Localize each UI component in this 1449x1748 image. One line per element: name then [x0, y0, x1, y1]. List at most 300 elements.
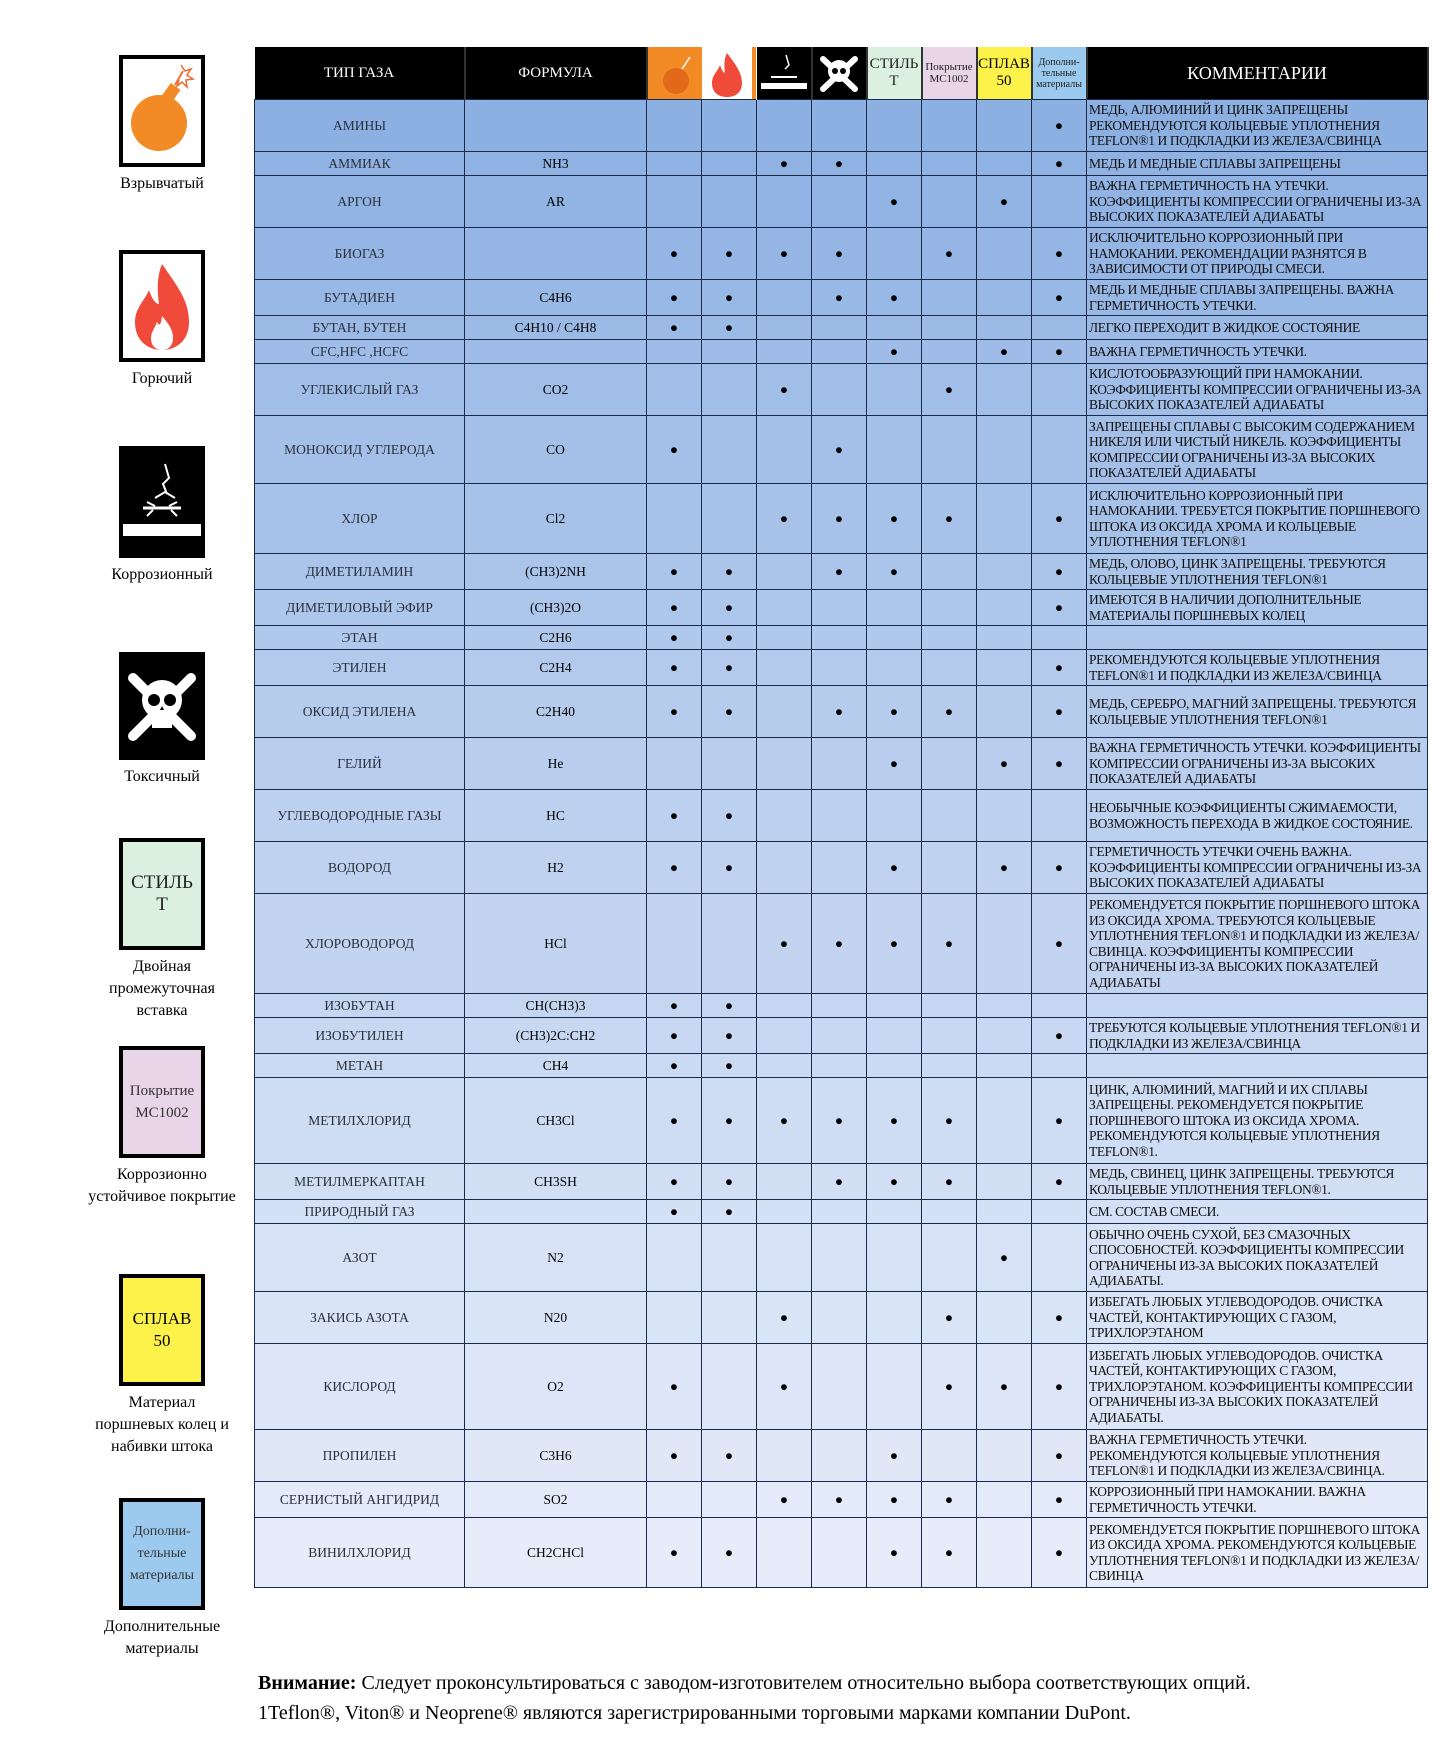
dot-style-t: [867, 626, 922, 650]
dot-coating: [922, 842, 977, 894]
swatch-label: Покрытие МС1002: [129, 1083, 195, 1121]
dot-extra: ●: [1032, 650, 1087, 686]
gas-formula: C4H10 / C4H8: [465, 316, 647, 340]
dot-toxic: ●: [812, 152, 867, 176]
table-row: [255, 364, 1428, 416]
table-row: [255, 790, 1428, 842]
gas-name: ДИМЕТИЛАМИН: [255, 554, 465, 590]
dot-coating: [922, 1430, 977, 1482]
dot-coating: [922, 176, 977, 228]
dot-corrosive: ●: [757, 364, 812, 416]
dot-coating: [922, 100, 977, 152]
legend-caption: Коррозионный: [111, 566, 213, 583]
comment: РЕКОМЕНДУЕТСЯ ПОКРЫТИЕ ПОРШНЕВОГО ШТОКА ИЗ ОКСИДА ХРОМА. РЕКОМЕНДУЮТСЯ КОЛЬЦЕВЫЕ УПЛОТНЕНИЯ TEFLON®1 И ПОДКЛАДКИ ИЗ ЖЕЛЕЗА/СВИНЦА: [1087, 1518, 1428, 1588]
dot-extra: [1032, 316, 1087, 340]
dot-coating: ●: [922, 1078, 977, 1164]
gas-name: СЕРНИСТЫЙ АНГИДРИД: [255, 1482, 465, 1518]
dot-extra: ●: [1032, 100, 1087, 152]
table-row: [255, 1078, 1428, 1164]
comment: ИЗБЕГАТЬ ЛЮБЫХ УГЛЕВОДОРОДОВ. ОЧИСТКА ЧАСТЕЙ, КОНТАКТИРУЮЩИХ С ГАЗОМ, ТРИХЛОРЭТАНОМ: [1087, 1292, 1428, 1344]
dot-explosive: ●: [647, 228, 702, 280]
dot-corrosive: [757, 842, 812, 894]
table-row: [255, 280, 1428, 316]
attention-label: Внимание:: [258, 1672, 357, 1694]
dot-coating: [922, 316, 977, 340]
dot-coating: ●: [922, 894, 977, 994]
gas-name: БУТАДИЕН: [255, 280, 465, 316]
legend-corrosive: [88, 446, 236, 586]
comment: ТРЕБУЮТСЯ КОЛЬЦЕВЫЕ УПЛОТНЕНИЯ TEFLON®1 И ПОДКЛАДКИ ИЗ ЖЕЛЕЗА/СВИНЦА: [1087, 1018, 1428, 1054]
dot-toxic: ●: [812, 228, 867, 280]
comment: ЛЕГКО ПЕРЕХОДИТ В ЖИДКОЕ СОСТОЯНИЕ: [1087, 316, 1428, 340]
dot-extra: ●: [1032, 738, 1087, 790]
dot-coating: ●: [922, 686, 977, 738]
dot-corrosive: ●: [757, 484, 812, 554]
dot-corrosive: ●: [757, 1482, 812, 1518]
gas-name: АМИНЫ: [255, 100, 465, 152]
comment: ЗАПРЕЩЕНЫ СПЛАВЫ С ВЫСОКИМ СОДЕРЖАНИЕМ НИКЕЛЯ ИЛИ ЧИСТЫЙ НИКЕЛЬ. КОЭФФИЦИЕНТЫ КОМПРЕССИИ ОГРАНИЧЕНЫ ИЗ-ЗА ВЫСОКИХ ПОКАЗАТЕЛЕЙ АДИАБАТЫ: [1087, 416, 1428, 484]
dot-coating: ●: [922, 1292, 977, 1344]
dot-flammable: ●: [702, 316, 757, 340]
table-row: [255, 152, 1428, 176]
corrosive-icon: [119, 446, 205, 558]
table-row: [255, 1200, 1428, 1224]
dot-coating: ●: [922, 1518, 977, 1588]
dot-alloy: [977, 554, 1032, 590]
comment: ЦИНК, АЛЮМИНИЙ, МАГНИЙ И ИХ СПЛАВЫ ЗАПРЕЩЕНЫ. РЕКОМЕНДУЕТСЯ ПОКРЫТИЕ ПОРШНЕВОГО ШТОКА ИЗ ОКСИДА ХРОМА. РЕКОМЕНДУЮТСЯ КОЛЬЦЕВЫЕ УПЛОТНЕНИЯ TEFLON®1.: [1087, 1078, 1428, 1164]
table-row: [255, 994, 1428, 1018]
legend-caption: Горючий: [131, 370, 193, 387]
legend-extra: [88, 1498, 236, 1660]
dot-toxic: [812, 100, 867, 152]
comment: МЕДЬ, АЛЮМИНИЙ И ЦИНК ЗАПРЕЩЕНЫ РЕКОМЕНДУЮТСЯ КОЛЬЦЕВЫЕ УПЛОТНЕНИЯ TEFLON®1 И ПОДКЛАДКИ ИЗ ЖЕЛЕЗА/СВИНЦА: [1087, 100, 1428, 152]
gas-name: ГЕЛИЙ: [255, 738, 465, 790]
gas-formula: C4H6: [465, 280, 647, 316]
gas-formula: HCl: [465, 894, 647, 994]
col-header-style-t: [867, 47, 922, 100]
gas-name: МЕТАН: [255, 1054, 465, 1078]
table-row: [255, 738, 1428, 790]
dot-flammable: ●: [702, 842, 757, 894]
dot-flammable: ●: [702, 590, 757, 626]
dot-corrosive: [757, 790, 812, 842]
dot-style-t: [867, 650, 922, 686]
dot-style-t: [867, 1344, 922, 1430]
dot-explosive: [647, 152, 702, 176]
dot-flammable: ●: [702, 626, 757, 650]
dot-flammable: [702, 176, 757, 228]
dot-coating: [922, 994, 977, 1018]
header-label: СТИЛЬ Т: [869, 56, 919, 89]
header-label: Дополни-тельные материалы: [1036, 56, 1082, 90]
dot-alloy: [977, 1292, 1032, 1344]
dot-coating: [922, 738, 977, 790]
dot-explosive: [647, 100, 702, 152]
dot-alloy: [977, 316, 1032, 340]
dot-extra: ●: [1032, 1430, 1087, 1482]
dot-explosive: ●: [647, 1054, 702, 1078]
col-header-alloy: [977, 47, 1032, 100]
dot-coating: ●: [922, 364, 977, 416]
gas-formula: AR: [465, 176, 647, 228]
gas-formula: C2H40: [465, 686, 647, 738]
dot-toxic: ●: [812, 1078, 867, 1164]
col-header-extra: [1032, 47, 1087, 100]
dot-toxic: [812, 1430, 867, 1482]
dot-extra: ●: [1032, 590, 1087, 626]
comment: МЕДЬ, СВИНЕЦ, ЦИНК ЗАПРЕЩЕНЫ. ТРЕБУЮТСЯ КОЛЬЦЕВЫЕ УПЛОТНЕНИЯ TEFLON®1.: [1087, 1164, 1428, 1200]
dot-toxic: [812, 842, 867, 894]
dot-extra: ●: [1032, 894, 1087, 994]
dot-coating: [922, 554, 977, 590]
col-header-explosive-flammable: [647, 47, 757, 100]
col-header-corrosive: [757, 47, 812, 100]
comment: МЕДЬ И МЕДНЫЕ СПЛАВЫ ЗАПРЕЩЕНЫ. ВАЖНА ГЕРМЕТИЧНОСТЬ УТЕЧКИ.: [1087, 280, 1428, 316]
skull-icon: [119, 652, 205, 760]
dot-toxic: [812, 650, 867, 686]
dot-alloy: [977, 484, 1032, 554]
table-row: [255, 894, 1428, 994]
dot-toxic: [812, 790, 867, 842]
dot-style-t: ●: [867, 842, 922, 894]
dot-style-t: [867, 228, 922, 280]
comment: ВАЖНА ГЕРМЕТИЧНОСТЬ НА УТЕЧКИ. КОЭФФИЦИЕНТЫ КОМПРЕССИИ ОГРАНИЧЕНЫ ИЗ-ЗА ВЫСОКИХ ПОКАЗАТЕЛЕЙ АДИАБАТЫ: [1087, 176, 1428, 228]
gas-name: ХЛОР: [255, 484, 465, 554]
dot-extra: [1032, 364, 1087, 416]
gas-formula: [465, 1200, 647, 1224]
dot-explosive: ●: [647, 626, 702, 650]
gas-name: АЗОТ: [255, 1224, 465, 1292]
dot-flammable: [702, 894, 757, 994]
comment: ОБЫЧНО ОЧЕНЬ СУХОЙ, БЕЗ СМАЗОЧНЫХ СПОСОБНОСТЕЙ. КОЭФФИЦИЕНТЫ КОМПРЕССИИ ОГРАНИЧЕНЫ ИЗ-ЗА ВЫСОКИХ ПОКАЗАТЕЛЕЙ АДИАБАТЫ.: [1087, 1224, 1428, 1292]
dot-coating: [922, 152, 977, 176]
dot-explosive: [647, 364, 702, 416]
dot-corrosive: [757, 416, 812, 484]
col-header-type: ТИП ГАЗА: [255, 47, 465, 100]
gas-formula: C2H4: [465, 650, 647, 686]
dot-alloy: [977, 1200, 1032, 1224]
gas-name: МЕТИЛМЕРКАПТАН: [255, 1164, 465, 1200]
dot-flammable: ●: [702, 650, 757, 686]
dot-alloy: [977, 364, 1032, 416]
dot-toxic: ●: [812, 1482, 867, 1518]
dot-explosive: ●: [647, 316, 702, 340]
bomb-icon: [119, 55, 205, 167]
coating-swatch: [119, 1046, 205, 1158]
gas-name: ХЛОРОВОДОРОД: [255, 894, 465, 994]
dot-corrosive: ●: [757, 228, 812, 280]
legend-style-t: [88, 838, 236, 1022]
comment: ИЗБЕГАТЬ ЛЮБЫХ УГЛЕВОДОРОДОВ. ОЧИСТКА ЧАСТЕЙ, КОНТАКТИРУЮЩИХ С ГАЗОМ, ТРИХЛОРЭТАНОМ. КОЭФФИЦИЕНТЫ КОМПРЕССИИ ОГРАНИЧЕНЫ ИЗ-ЗА ВЫСОКИХ ПОКАЗАТЕЛЕЙ АДИАБАТЫ.: [1087, 1344, 1428, 1430]
dot-explosive: ●: [647, 416, 702, 484]
comment: ВАЖНА ГЕРМЕТИЧНОСТЬ УТЕЧКИ.: [1087, 340, 1428, 364]
legend-caption: Двойная промежуточная вставка: [109, 958, 215, 1019]
dot-alloy: [977, 590, 1032, 626]
gas-formula: CO2: [465, 364, 647, 416]
dot-corrosive: [757, 1430, 812, 1482]
gas-formula: (CH3)2O: [465, 590, 647, 626]
legend-alloy: [88, 1274, 236, 1458]
dot-extra: ●: [1032, 1518, 1087, 1588]
dot-explosive: [647, 484, 702, 554]
dot-explosive: ●: [647, 280, 702, 316]
col-header-formula: ФОРМУЛА: [465, 47, 647, 100]
dot-alloy: [977, 152, 1032, 176]
dot-toxic: ●: [812, 484, 867, 554]
table-row: [255, 340, 1428, 364]
dot-extra: ●: [1032, 1078, 1087, 1164]
dot-flammable: [702, 1344, 757, 1430]
table-row: [255, 1224, 1428, 1292]
dot-corrosive: ●: [757, 1344, 812, 1430]
table-row: [255, 1430, 1428, 1482]
dot-explosive: [647, 176, 702, 228]
table-row: [255, 484, 1428, 554]
dot-toxic: ●: [812, 686, 867, 738]
dot-flammable: ●: [702, 554, 757, 590]
dot-toxic: [812, 176, 867, 228]
header-label: СПЛАВ 50: [978, 56, 1030, 89]
dot-corrosive: [757, 650, 812, 686]
gas-formula: N2: [465, 1224, 647, 1292]
dot-explosive: [647, 1292, 702, 1344]
gas-name: УГЛЕВОДОРОДНЫЕ ГАЗЫ: [255, 790, 465, 842]
dot-style-t: [867, 994, 922, 1018]
dot-style-t: [867, 316, 922, 340]
table-row: [255, 1292, 1428, 1344]
gas-name: ЗАКИСЬ АЗОТА: [255, 1292, 465, 1344]
dot-extra: [1032, 626, 1087, 650]
dot-alloy: [977, 1482, 1032, 1518]
dot-flammable: [702, 1224, 757, 1292]
dot-style-t: ●: [867, 1482, 922, 1518]
dot-corrosive: [757, 340, 812, 364]
dot-coating: [922, 650, 977, 686]
dot-extra: ●: [1032, 1164, 1087, 1200]
dot-coating: [922, 626, 977, 650]
corrosive-icon: [757, 47, 811, 99]
dot-coating: ●: [922, 1164, 977, 1200]
dot-explosive: ●: [647, 1164, 702, 1200]
dot-extra: ●: [1032, 228, 1087, 280]
comment: ВАЖНА ГЕРМЕТИЧНОСТЬ УТЕЧКИ. КОЭФФИЦИЕНТЫ КОМПРЕССИИ ОГРАНИЧЕНЫ ИЗ-ЗА ВЫСОКИХ ПОКАЗАТЕЛЕЙ АДИАБАТЫ: [1087, 738, 1428, 790]
dot-extra: ●: [1032, 1292, 1087, 1344]
dot-alloy: ●: [977, 842, 1032, 894]
dot-corrosive: [757, 554, 812, 590]
dot-flammable: ●: [702, 1054, 757, 1078]
dot-corrosive: ●: [757, 894, 812, 994]
gas-formula: CO: [465, 416, 647, 484]
swatch-label: Дополни-тельные материалы: [129, 1524, 195, 1583]
dot-style-t: [867, 1224, 922, 1292]
dot-style-t: ●: [867, 554, 922, 590]
dot-extra: [1032, 416, 1087, 484]
dot-alloy: [977, 1164, 1032, 1200]
dot-explosive: [647, 894, 702, 994]
attention-line: [258, 1668, 1428, 1698]
dot-alloy: [977, 1078, 1032, 1164]
dot-alloy: [977, 416, 1032, 484]
dot-corrosive: ●: [757, 1078, 812, 1164]
gas-formula: CH2CHCl: [465, 1518, 647, 1588]
table-row: [255, 686, 1428, 738]
dot-flammable: ●: [702, 1518, 757, 1588]
gas-formula: CH(CH3)3: [465, 994, 647, 1018]
dot-flammable: ●: [702, 790, 757, 842]
dot-explosive: [647, 738, 702, 790]
dot-toxic: [812, 316, 867, 340]
dot-corrosive: ●: [757, 152, 812, 176]
trademark-line: 1Teflon®, Viton® и Neoprene® являются зарегистрированными торговыми марками компании DuPont.: [258, 1702, 1131, 1724]
dot-alloy: [977, 650, 1032, 686]
gas-formula: [465, 228, 647, 280]
dot-alloy: [977, 1018, 1032, 1054]
dot-extra: [1032, 790, 1087, 842]
comment: НЕОБЫЧНЫЕ КОЭФФИЦИЕНТЫ СЖИМАЕМОСТИ, ВОЗМОЖНОСТЬ ПЕРЕХОДА В ЖИДКОЕ СОСТОЯНИЕ.: [1087, 790, 1428, 842]
dot-coating: [922, 790, 977, 842]
dot-extra: [1032, 1200, 1087, 1224]
gas-formula: N20: [465, 1292, 647, 1344]
dot-toxic: [812, 340, 867, 364]
dot-toxic: [812, 1344, 867, 1430]
dot-alloy: [977, 894, 1032, 994]
dot-style-t: ●: [867, 176, 922, 228]
dot-alloy: ●: [977, 1344, 1032, 1430]
dot-explosive: ●: [647, 1430, 702, 1482]
dot-style-t: [867, 1018, 922, 1054]
comment: [1087, 994, 1428, 1018]
dot-style-t: ●: [867, 686, 922, 738]
table-row: [255, 590, 1428, 626]
gas-formula: HC: [465, 790, 647, 842]
dot-flammable: [702, 100, 757, 152]
gas-name: АРГОН: [255, 176, 465, 228]
table-header: [255, 47, 1428, 100]
legend-explosive: [88, 55, 236, 195]
gas-formula: CH3SH: [465, 1164, 647, 1200]
comment: СМ. СОСТАВ СМЕСИ.: [1087, 1200, 1428, 1224]
dot-coating: [922, 590, 977, 626]
dot-alloy: [977, 790, 1032, 842]
table-row: [255, 626, 1428, 650]
dot-corrosive: ●: [757, 1292, 812, 1344]
dot-flammable: ●: [702, 280, 757, 316]
gas-name: ЭТАН: [255, 626, 465, 650]
comment: МЕДЬ И МЕДНЫЕ СПЛАВЫ ЗАПРЕЩЕНЫ: [1087, 152, 1428, 176]
dot-explosive: ●: [647, 590, 702, 626]
dot-corrosive: [757, 994, 812, 1018]
dot-flammable: [702, 484, 757, 554]
dot-corrosive: [757, 1224, 812, 1292]
gas-formula: (CH3)2NH: [465, 554, 647, 590]
gas-name: CFC,HFC ,HCFC: [255, 340, 465, 364]
dot-explosive: ●: [647, 1078, 702, 1164]
legend-caption: Коррозионно устойчивое покрытие: [88, 1166, 236, 1205]
alloy-swatch: [119, 1274, 205, 1386]
bomb-flame-icon: [648, 47, 757, 99]
dot-alloy: [977, 1054, 1032, 1078]
dot-flammable: ●: [702, 1200, 757, 1224]
legend-caption: Материал поршневых колец и набивки штока: [95, 1394, 229, 1455]
comment: ГЕРМЕТИЧНОСТЬ УТЕЧКИ ОЧЕНЬ ВАЖНА. КОЭФФИЦИЕНТЫ КОМПРЕССИИ ОГРАНИЧЕНЫ ИЗ-ЗА ВЫСОКИХ ПОКАЗАТЕЛЕЙ АДИАБАТЫ: [1087, 842, 1428, 894]
dot-toxic: ●: [812, 1164, 867, 1200]
dot-alloy: ●: [977, 738, 1032, 790]
dot-extra: [1032, 1054, 1087, 1078]
dot-alloy: [977, 228, 1032, 280]
comment: ИСКЛЮЧИТЕЛЬНО КОРРОЗИОННЫЙ ПРИ НАМОКАНИИ. ТРЕБУЕТСЯ ПОКРЫТИЕ ПОРШНЕВОГО ШТОКА ИЗ ОКСИДА ХРОМА И КОЛЬЦЕВЫЕ УПЛОТНЕНИЯ TEFLON®1: [1087, 484, 1428, 554]
table-row: [255, 1164, 1428, 1200]
dot-extra: ●: [1032, 340, 1087, 364]
gas-formula: [465, 100, 647, 152]
footer-note: [258, 1668, 1428, 1728]
gas-name: ИЗОБУТИЛЕН: [255, 1018, 465, 1054]
dot-alloy: ●: [977, 340, 1032, 364]
table-row: [255, 100, 1428, 152]
gas-name: ОКСИД ЭТИЛЕНА: [255, 686, 465, 738]
dot-corrosive: [757, 280, 812, 316]
comment: МЕДЬ, ОЛОВО, ЦИНК ЗАПРЕЩЕНЫ. ТРЕБУЮТСЯ КОЛЬЦЕВЫЕ УПЛОТНЕНИЯ TEFLON®1: [1087, 554, 1428, 590]
gas-name: ЭТИЛЕН: [255, 650, 465, 686]
gas-name: МЕТИЛХЛОРИД: [255, 1078, 465, 1164]
dot-explosive: ●: [647, 1200, 702, 1224]
dot-extra: ●: [1032, 686, 1087, 738]
dot-alloy: [977, 100, 1032, 152]
dot-corrosive: [757, 1018, 812, 1054]
dot-coating: ●: [922, 484, 977, 554]
table-row: [255, 1344, 1428, 1430]
dot-flammable: ●: [702, 1078, 757, 1164]
comment: МЕДЬ, СЕРЕБРО, МАГНИЙ ЗАПРЕЩЕНЫ. ТРЕБУЮТСЯ КОЛЬЦЕВЫЕ УПЛОТНЕНИЯ TEFLON®1: [1087, 686, 1428, 738]
comment: РЕКОМЕНДУЕТСЯ ПОКРЫТИЕ ПОРШНЕВОГО ШТОКА ИЗ ОКСИДА ХРОМА. ТРЕБУЮТСЯ КОЛЬЦЕВЫЕ УПЛОТНЕНИЯ TEFLON®1 И ПОДКЛАДКИ ИЗ ЖЕЛЕЗА/СВИНЦА. КОЭФФИЦИЕНТЫ КОМПРЕССИИ ОГРАНИЧЕНЫ ИЗ-ЗА ВЫСОКИХ ПОКАЗАТЕЛЕЙ АДИАБАТЫ: [1087, 894, 1428, 994]
dot-flammable: ●: [702, 228, 757, 280]
table-body: [255, 100, 1428, 1588]
gas-name: КИСЛОРОД: [255, 1344, 465, 1430]
dot-style-t: ●: [867, 894, 922, 994]
gas-name: ПРОПИЛЕН: [255, 1430, 465, 1482]
legend-coating: [88, 1046, 236, 1208]
gas-name: ВИНИЛХЛОРИД: [255, 1518, 465, 1588]
dot-alloy: [977, 994, 1032, 1018]
dot-style-t: [867, 1054, 922, 1078]
table-row: [255, 650, 1428, 686]
legend-flammable: [88, 250, 236, 390]
dot-coating: [922, 280, 977, 316]
dot-alloy: [977, 280, 1032, 316]
gas-name: ВОДОРОД: [255, 842, 465, 894]
dot-style-t: [867, 1200, 922, 1224]
dot-toxic: [812, 1292, 867, 1344]
gas-formula: C2H6: [465, 626, 647, 650]
gas-formula: CH3Cl: [465, 1078, 647, 1164]
dot-toxic: [812, 1018, 867, 1054]
dot-coating: ●: [922, 1482, 977, 1518]
dot-style-t: [867, 152, 922, 176]
dot-flammable: [702, 364, 757, 416]
dot-corrosive: [757, 686, 812, 738]
dot-style-t: ●: [867, 1078, 922, 1164]
dot-alloy: [977, 1430, 1032, 1482]
dot-explosive: [647, 1224, 702, 1292]
gas-formula: O2: [465, 1344, 647, 1430]
dot-explosive: ●: [647, 686, 702, 738]
dot-coating: [922, 340, 977, 364]
dot-style-t: [867, 1292, 922, 1344]
swatch-label: СПЛАВ 50: [132, 1309, 192, 1350]
comment: КИСЛОТООБРАЗУЮЩИЙ ПРИ НАМОКАНИИ. КОЭФФИЦИЕНТЫ КОМПРЕССИИ ОГРАНИЧЕНЫ ИЗ-ЗА ВЫСОКИХ ПОКАЗАТЕЛЕЙ АДИАБАТЫ: [1087, 364, 1428, 416]
gas-name: ПРИРОДНЫЙ ГАЗ: [255, 1200, 465, 1224]
dot-corrosive: [757, 626, 812, 650]
gas-name: ДИМЕТИЛОВЫЙ ЭФИР: [255, 590, 465, 626]
